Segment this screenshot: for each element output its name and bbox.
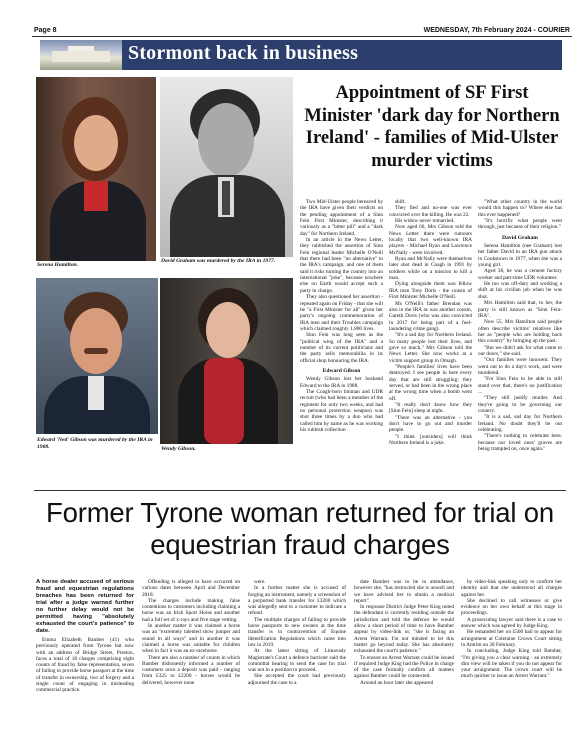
paragraph: "They still justify murder. And they're going to be governing our country. (478, 395, 562, 414)
paragraph: In a further matter she is accused of forging an instrument, namely a screenshot of a purported bank transfer for £3200 which was allegedly sent to a customer to indicate a refund. (248, 585, 346, 617)
header-rule (32, 36, 572, 37)
subheading: David Graham (502, 234, 538, 241)
paragraph: "It really don't know how they [Sinn Fein] sleep at night. (389, 402, 472, 415)
paragraph: Ryan and McNally were themselves later shot dead in Coagh in 1991 by soldiers while on a mission to kill a man. (389, 256, 472, 282)
story1-column-1 (300, 199, 383, 433)
paragraph: In concluding, Judge King told Bamber, "I'm giving you a clear warning - an extremely dim view will be taken if you do not appear for your arraignment. The crown court will be much quicker to issue an Arrest Warrant." (461, 648, 562, 680)
stormont-building-icon (40, 40, 122, 70)
paragraph: were. (254, 579, 266, 585)
paragraph: The charges include making false contentions to customers including claiming a horse was an Irish Sport Horse and another had a full set of x-rays and five stage vetting. (142, 597, 240, 623)
paragraph: "People's families' lives have been destroyed. I see people in here every day that are still struggling; they served, or had been in the wrong place at the wrong time when a bomb went off. (389, 363, 472, 402)
paragraph: "There's nothing to celebrate here, because our loved ones' graves are being trampled on, once again." (478, 433, 562, 453)
paragraph: Emma Elizabeth Bamber (41) who previously operated from Tyrone but now with an address of Bridge Street, Preston, faces a total of 18 charges comprising eight counts of fraud by false representation, seven of failing to provide horse passport at the time of transfer in ownership, two of forgery and a single count of engaging in misleading commercial practice. (36, 637, 134, 694)
paragraph: Sinn Fein was long seen as the "political wing of the IRA" and a number of its current politicians and the party sells memorabilia in its official shop honouring the IRA. (300, 332, 383, 364)
story2-column-3 (248, 579, 346, 686)
paragraph: Around an hour later she appeared (360, 679, 434, 686)
paragraph: Aged 38, he was a cement factory worker and part-time UDR volunteer. (478, 268, 562, 281)
paragraph: Wendy Gibson lost her husband Edward to the IRA in 1988. (300, 376, 383, 389)
story1-headline: Appointment of SF First Minister 'dark day for Northern Ireland' - families of Mid-Ulster murder victims (304, 83, 560, 171)
paragraph: Two Mid-Ulster people bereaved by the IRA have given their verdicts on the pending appointment of a Sinn Fein First Minister, describing it variously as a "bitter pill" and a "dark day" for Northern Ireland. (300, 199, 383, 237)
paragraph: "There was an alternative - you don't have to go out and murder people. (389, 414, 472, 434)
paragraph: date Bamber was to be in attendance, however she, "has instructed she is unwell and we have advised her to obtain a medical report". (354, 579, 454, 604)
serena-caption: Serena Hamilton. (37, 262, 79, 268)
edward-gibson-photo (36, 278, 158, 434)
subheading: Edward Gibson (322, 367, 361, 374)
paragraph: He too was off-duty and working a shift at his civilian job when he was shot. (478, 281, 562, 300)
paragraph: Now 55, Mrs Hamilton said people often describe victims' relatives like her as "people who are holding back this country" by bringing up the past. (478, 319, 562, 345)
paragraph: "It's a sad day for Northern Ireland. So many people lost their lives, and gave so much," Mrs Gibson told the News Letter. She now works at a victim support group in Omagh. (389, 332, 472, 364)
story2-column-2 (142, 579, 240, 686)
paragraph: Now aged 60, Mrs Gibson told the News Letter there were rumours locally that two well-known IRA players - Michael Ryan and Lawrence McNally - were involved. (389, 224, 472, 256)
paragraph: by video-link speaking only to confirm her identity and that she understood all charges against her. (461, 579, 562, 598)
paragraph: At the latest sitting of Limavady Magistrate's Court a defence barrister said the committal hearing to send the case for trial was not in a position to proceed. (248, 648, 346, 674)
paragraph: "For Sinn Fein to be able to still stand over that, there's no justification ... (478, 376, 562, 395)
paragraph: In response District Judge Peter King noted the defendant is currently residing outside the jurisdiction and told the defence he would allow a short period of time to have Bamber appear by video-link or, "she is facing an Arrest Warrant. I'm not minded to let this matter go beyond today. She has absolutely exhausted the court's patience." (354, 604, 454, 655)
paragraph: In an article in the News Letter, they rubbished the assertion of Sinn Fein regional leader Michelle O'Neill that there had been "no alternative" to the IRA's campaign, and one of them said it risks turning the country into an international "joke", because nowhere else on Earth would accept such a party in charge. (300, 237, 383, 294)
date-line: WEDNESDAY, 7th February 2024 - COURIER (423, 27, 570, 34)
paragraph: She declined to call witnesses or give evidence on her own behalf at this stage in proceedings. (461, 597, 562, 617)
paragraph: "But we didn't ask for what came to our doors," she said. (478, 344, 562, 357)
section-title: Stormont back in business (128, 42, 359, 64)
paragraph: A prosecuting lawyer said there is a case to answer which was agreed by Judge King. (461, 616, 562, 630)
story1-column-2 (389, 199, 472, 446)
paragraph: Serena Hamilton (nee Graham) lost her father David in an IRA gun attack in Cookstown in 1977, when she was a young girl. (478, 243, 562, 269)
wendy-gibson-photo (160, 278, 293, 444)
story2-column-1 (36, 579, 134, 694)
paragraph: "Our families were innocent. They went out to do a day's work, and were murdered. (478, 357, 562, 376)
paragraph: "It is a sad, sad day for Northern Ireland. No doubt they'll be out celebrating. (478, 414, 562, 434)
section-divider (34, 490, 566, 491)
page-number: Page 8 (34, 27, 57, 34)
story2-column-5 (461, 579, 562, 680)
paragraph: Offending is alleged to have occurred on various dates between April and December 2018. (142, 579, 240, 598)
paragraph: She accepted the court had previously adjourned the case to a (248, 673, 346, 686)
paragraph: The Coagh-born binman and UDR recruit (who had been a member of the regiment for only two weeks, and had no personal protection weapon) was shot three times by a duo who had called him by name as he was working his rubbish collection (300, 388, 383, 434)
paragraph: Mrs Hamilton said that, to her, the party is still known as "Sinn Fein-IRA". (478, 300, 562, 319)
paragraph: In another matter it was claimed a horse was an "extremely talented show jumper and sound in all ways" and in another it was claimed a horse was suitable for children when in fact it was an ex-racehorse. (142, 623, 240, 655)
paragraph: He remanded her on £500 bail to appear for arraignment at Coleraine Crown Court sitting in Antrim on 28 February. (461, 629, 562, 648)
paragraph: Dying alongside them was fellow IRA man Tony Doris - the cousin of First Minister Michelle O'Neill. (389, 281, 472, 301)
paragraph: "I think [outsiders] will think Northern Ireland is a joke. (389, 433, 472, 447)
story2-lead: A horse dealer accused of serious fraud and equestrian regulations breaches has been returned for trial after a judge warned further no further delay would not be permitted having "absolutely exhausted the court's patience" to date. (36, 579, 134, 634)
story1-column-3 (478, 199, 562, 452)
david-graham-photo (160, 77, 293, 257)
edward-caption: Edward 'Ned' Gibson was murdered by the IRA in 1988. (37, 437, 153, 450)
wendy-caption: Wendy Gibson. (161, 446, 196, 452)
paragraph: They also questioned her assertion - repeated again on Friday - that she will be "a First Minister for all" given her party's ongoing commemoration of IRA men and their Troubles campaign which claimed roughly 1,800 lives. (300, 294, 383, 332)
story2-headline: Former Tyrone woman returned for trial on equestrian fraud charges (46, 497, 554, 560)
paragraph: shift. (395, 199, 406, 205)
paragraph: To ensure an Arrest Warrant could be issued if required Judge King had the Police in charge of the case formally confirm all matters against Bamber could be connected. (354, 654, 454, 680)
paragraph: There are also a number of counts in which Bamber dishonestly informed a number of customers once a deposit was paid - ranging from £325 to £2200 - horses would be delivered, however none (142, 654, 240, 686)
david-caption: David Graham was murdered by the IRA in 1977. (161, 258, 276, 264)
paragraph: Ms O'Neill's father Brendan was also in the IRA as was another cousin, Gareth Doris (who was also convicted in 2017 for being part of a fuel-laundering crime gang). (389, 300, 472, 332)
paragraph: The multiple charges of failing to provide horse passports to new owners at the time transfer is in contravention of Equine Identification Regulations which came into law in 2019. (248, 616, 346, 648)
serena-hamilton-photo (36, 77, 156, 261)
paragraph: "It's horrific what people went through, just because of their religion." (478, 218, 562, 231)
paragraph: "What other country in the world would this happen to? Where else has this ever happened? (478, 199, 562, 218)
paragraph: His widow never remarried. (395, 218, 455, 225)
paragraph: They fled and no-one was ever convicted over the killing. He was 22. (389, 205, 472, 218)
story2-column-4 (354, 579, 454, 686)
